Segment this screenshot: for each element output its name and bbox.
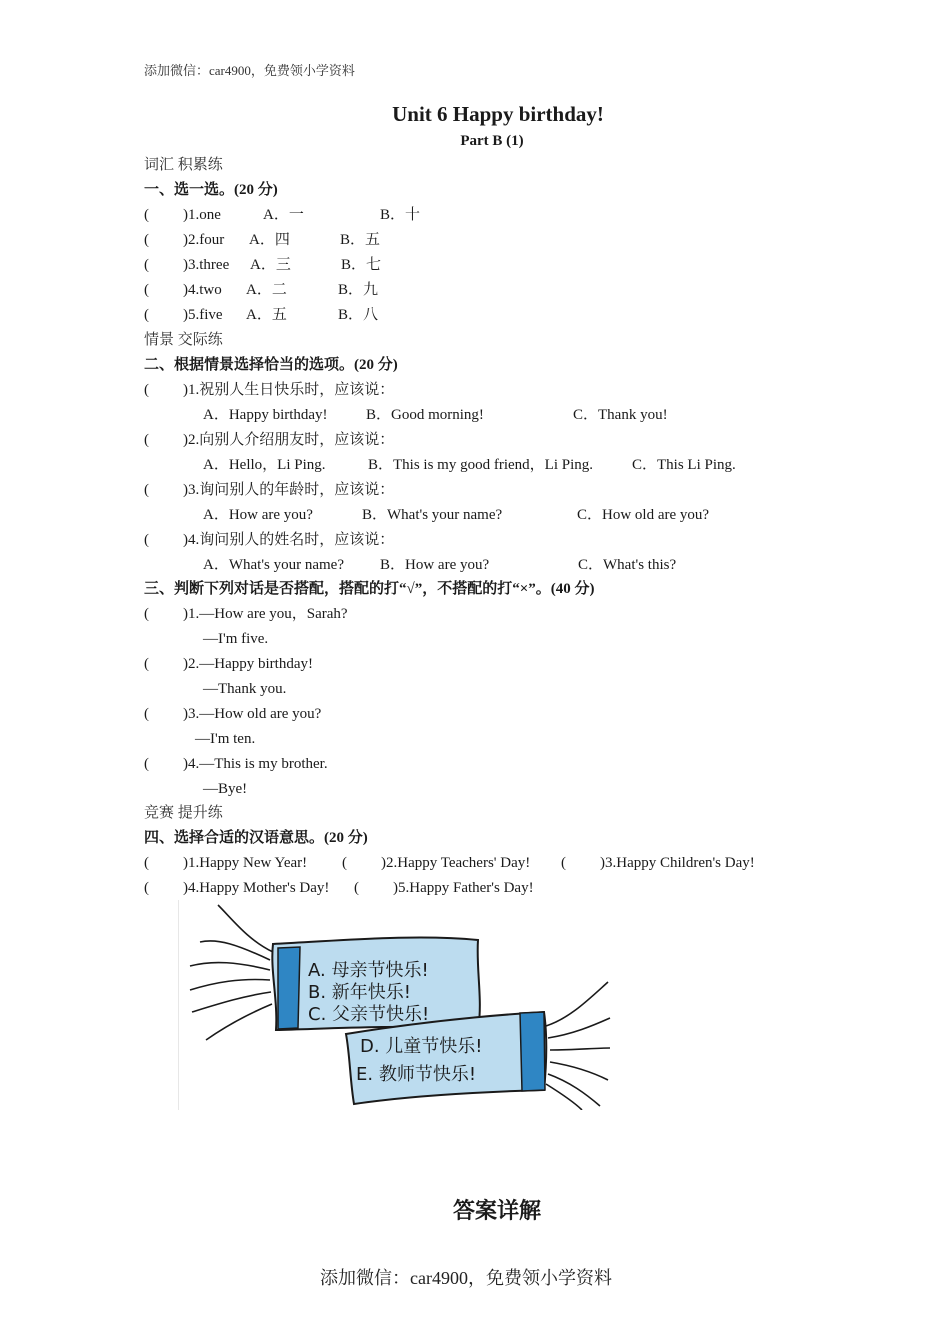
scarf-illustration xyxy=(178,900,613,1110)
scarf-right-stripe xyxy=(520,1012,545,1091)
section1-heading: 一、选一选。(20 分) xyxy=(144,182,278,198)
page-title: Unit 6 Happy birthday! xyxy=(392,102,604,126)
option-a: A．Hello，Li Ping. xyxy=(203,457,326,473)
greeting-item: )5.Happy Father's Day! xyxy=(393,880,534,896)
answer-paren: ( xyxy=(144,232,149,248)
dialog-question: )1.—How are you，Sarah? xyxy=(183,606,348,622)
answer-paren: ( xyxy=(144,606,149,622)
option-a: A．Happy birthday! xyxy=(203,407,328,423)
page-subtitle: Part B (1) xyxy=(460,133,524,149)
option-c: C．Thank you! xyxy=(573,407,668,423)
option-c: C．How old are you? xyxy=(577,507,710,523)
answer-paren: ( xyxy=(144,207,149,223)
option-a: A．What's your name? xyxy=(203,557,344,573)
greeting-item: )1.Happy New Year! xyxy=(183,855,308,871)
answer-paren: ( xyxy=(342,855,347,871)
option-a: A．五 xyxy=(246,307,287,323)
answer-paren: ( xyxy=(144,257,149,273)
answer-paren: ( xyxy=(354,880,359,896)
answer-paren: ( xyxy=(144,880,149,896)
scarf-label-d: D. 儿童节快乐! xyxy=(360,1036,483,1057)
section4-category: 竞赛 提升练 xyxy=(144,805,223,821)
scarf-left-stripe xyxy=(278,947,300,1029)
option-b: B．How are you? xyxy=(380,557,490,573)
question-stem: )3.three xyxy=(183,257,230,273)
dialog-reply: —Bye! xyxy=(203,781,248,797)
section1-category: 词汇 积累练 xyxy=(144,157,223,173)
answer-paren: ( xyxy=(144,656,149,672)
dialog-reply: —Thank you. xyxy=(203,681,287,697)
answer-paren: ( xyxy=(144,307,149,323)
answer-title: 答案详解 xyxy=(453,1198,542,1223)
answer-paren: ( xyxy=(144,382,149,398)
option-b: B．This is my good friend，Li Ping. xyxy=(368,457,594,473)
option-a: A．二 xyxy=(246,282,287,298)
option-a: A．How are you? xyxy=(203,507,313,523)
option-b: B．九 xyxy=(338,282,379,298)
option-a: A．四 xyxy=(249,232,290,248)
dialog-reply: —I'm ten. xyxy=(195,731,256,747)
greeting-item: )4.Happy Mother's Day! xyxy=(183,880,330,896)
left-fringe xyxy=(190,905,273,1040)
greeting-item: )2.Happy Teachers' Day! xyxy=(381,855,531,871)
option-c: C．What's this? xyxy=(578,557,677,573)
scarf-label-e: E. 教师节快乐! xyxy=(356,1064,477,1085)
question-stem: )4.询问别人的姓名时，应该说： xyxy=(183,532,395,548)
question-stem: )1.one xyxy=(183,207,221,223)
page-header: 添加微信：car4900，免费领小学资料 xyxy=(144,63,355,78)
option-a: A．三 xyxy=(250,257,291,273)
dialog-question: )3.—How old are you? xyxy=(183,706,322,722)
question-stem: )1.祝别人生日快乐时，应该说： xyxy=(183,382,395,398)
option-b: B．五 xyxy=(340,232,381,248)
answer-paren: ( xyxy=(144,756,149,772)
option-b: B．Good morning! xyxy=(366,407,484,423)
option-c: C．This Li Ping. xyxy=(632,457,736,473)
page-footer: 添加微信：car4900，免费领小学资料 xyxy=(320,1268,612,1288)
dialog-question: )4.—This is my brother. xyxy=(183,756,328,772)
section4-heading: 四、选择合适的汉语意思。(20 分) xyxy=(144,830,368,846)
option-a: A．一 xyxy=(263,207,304,223)
right-fringe xyxy=(546,982,610,1110)
option-b: B．十 xyxy=(380,207,421,223)
section2-category: 情景 交际练 xyxy=(144,332,223,348)
answer-paren: ( xyxy=(144,282,149,298)
scarf-label-b: B. 新年快乐! xyxy=(308,982,412,1003)
dialog-reply: —I'm five. xyxy=(203,631,269,647)
answer-paren: ( xyxy=(561,855,566,871)
answer-paren: ( xyxy=(144,706,149,722)
question-stem: )5.five xyxy=(183,307,223,323)
answer-paren: ( xyxy=(144,532,149,548)
option-b: B．七 xyxy=(341,257,382,273)
section3-heading: 三、判断下列对话是否搭配，搭配的打“√”，不搭配的打“×”。(40 分) xyxy=(144,581,595,597)
scarf-label-c: C. 父亲节快乐! xyxy=(308,1004,430,1025)
answer-paren: ( xyxy=(144,855,149,871)
dialog-question: )2.—Happy birthday! xyxy=(183,656,313,672)
question-stem: )2.向别人介绍朋友时，应该说： xyxy=(183,432,395,448)
scarf-label-a: A. 母亲节快乐! xyxy=(308,960,429,981)
option-b: B．What's your name? xyxy=(362,507,503,523)
question-stem: )4.two xyxy=(183,282,222,298)
greeting-item: )3.Happy Children's Day! xyxy=(600,855,755,871)
answer-paren: ( xyxy=(144,482,149,498)
section2-heading: 二、根据情景选择恰当的选项。(20 分) xyxy=(144,357,398,373)
option-b: B．八 xyxy=(338,307,379,323)
question-stem: )3.询问别人的年龄时，应该说： xyxy=(183,482,395,498)
question-stem: )2.four xyxy=(183,232,225,248)
answer-paren: ( xyxy=(144,432,149,448)
